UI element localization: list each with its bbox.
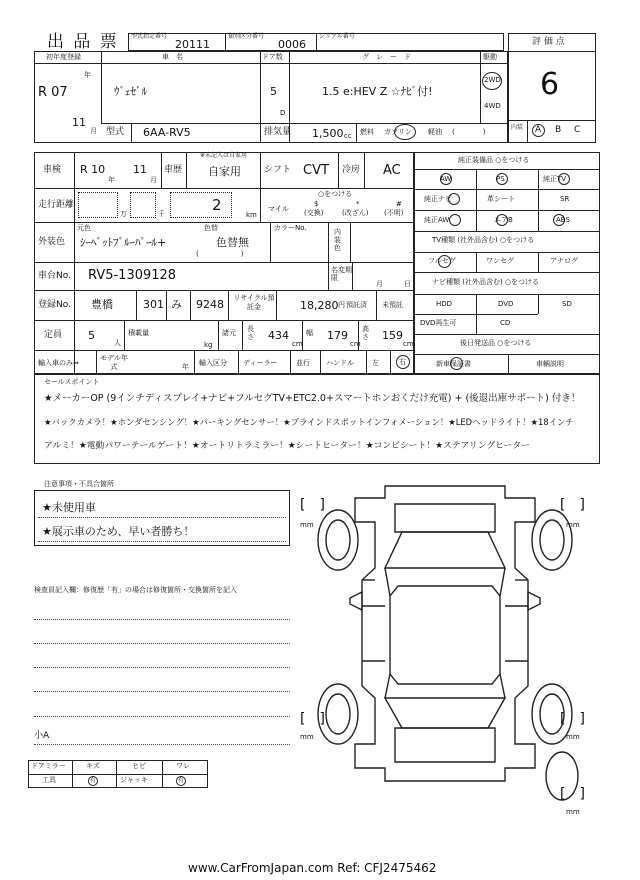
nav-dvd-play: DVD再生可 xyxy=(420,319,457,327)
model-year-label: モデル年式 xyxy=(100,354,128,371)
capacity-unit: 人 xyxy=(114,339,121,347)
fuel-diesel: 軽油 xyxy=(428,128,442,136)
tire-spare-mm: mm xyxy=(566,808,580,816)
interior-b: B xyxy=(555,125,562,135)
insp-year-unit: 年 xyxy=(108,176,115,184)
color-change: 色替無 xyxy=(216,236,249,249)
width-label: 幅 xyxy=(306,329,313,337)
fuel-gasoline: ガソリン xyxy=(384,128,412,136)
import-parallel: 並行 xyxy=(296,359,310,367)
equipment-title: 純正装備品 ○をつける xyxy=(458,156,530,164)
recycle-unit: 円 xyxy=(338,301,345,309)
spec-label: 諸元 xyxy=(222,329,236,337)
month-unit: 月 xyxy=(90,127,97,135)
first-reg-era: R 07 xyxy=(38,85,68,100)
mileage-swap: $ xyxy=(314,200,319,208)
recycle-label: リサイクル預託金 xyxy=(233,294,275,311)
interior-label: 内装 xyxy=(511,124,524,131)
model-year-unit: 年 xyxy=(182,363,189,371)
chassis-label: 車台No. xyxy=(38,271,71,281)
mileage-unknown-sub: (不明) xyxy=(384,209,404,217)
legend-jack: ジャッキ xyxy=(120,776,148,784)
mileage-value: 2 xyxy=(212,196,222,214)
equip-tv: 純正TV xyxy=(543,175,567,183)
class-no-label: 類別区分番号 xyxy=(228,33,265,40)
color-orig: ｼｰﾍﾞｯﾄﾌﾞﾙｰﾊﾟｰﾙ+ xyxy=(80,236,167,249)
mileage-tamper: * xyxy=(356,200,360,208)
later-warranty: 新車保証書 xyxy=(436,360,471,368)
reg-label: 登録No. xyxy=(38,300,71,310)
length-label: 長さ xyxy=(247,325,254,341)
tire-fr-bracket: [ ] xyxy=(560,497,585,513)
load-unit: kg xyxy=(204,341,213,349)
height-unit: cm xyxy=(403,340,414,348)
width-unit: cm xyxy=(350,340,361,348)
reg-kana: み xyxy=(171,298,182,311)
legend-crack: ヒビ xyxy=(132,762,146,770)
color-change-label: 色替 xyxy=(204,224,218,232)
mileage-label: 走行距離 xyxy=(38,200,75,210)
drive-2wd: 2WD xyxy=(484,76,501,84)
first-reg-month: 11 xyxy=(72,116,86,129)
doors-label: ドア数 xyxy=(262,53,283,61)
class-no: 0006 xyxy=(278,38,306,51)
notes-label: 注意事項・不具合箇所 xyxy=(44,480,114,488)
handle-right: 右 xyxy=(399,358,406,366)
mileage-box-3 xyxy=(170,192,232,218)
reg-class: 301 xyxy=(143,298,164,311)
grade-label: グ レ ー ド xyxy=(362,53,411,61)
inspector-initial: 小A xyxy=(34,731,50,741)
tire-fl-mm: mm xyxy=(300,521,314,529)
type-no: 20111 xyxy=(175,38,210,51)
footer-reference: www.CarFromJapan.com Ref: CFJ2475462 xyxy=(188,861,437,875)
chassis-value: RV5-1309128 xyxy=(88,268,177,283)
legend-jack-yes: 有 xyxy=(178,777,185,784)
tire-fl-bracket: [ ] xyxy=(300,497,325,513)
drive-4wd: 4WD xyxy=(484,102,501,110)
mileage-unknown: # xyxy=(396,200,402,208)
first-reg-label: 初年度登録 xyxy=(46,53,81,61)
score-label: 評 価 点 xyxy=(532,37,565,47)
legend-break: ワレ xyxy=(176,762,190,770)
nav-cd: CD xyxy=(500,319,511,327)
nav-dvd: DVD xyxy=(498,300,514,308)
mileage-swap-sub: (交換) xyxy=(304,209,324,217)
mileage-mile: マイル xyxy=(268,205,289,213)
legend-tools: 工具 xyxy=(42,776,56,784)
note-line-2: ★展示車のため、早い者勝ち！ xyxy=(42,525,195,538)
sales-line-3: アルミ！★電動パワーテールゲート！★オートリトラミラー！★シートヒーター！★コンビシート！★ステアリングヒーター xyxy=(44,441,530,451)
tv-oneseg: ワンセグ xyxy=(486,257,514,265)
car-name-label: 車 名 xyxy=(162,53,183,61)
recycle-value: 18,280 xyxy=(300,299,339,312)
width-value: 179 xyxy=(327,329,348,342)
tire-rl-mm: mm xyxy=(300,733,314,741)
usage-label: 車歴 xyxy=(164,165,183,175)
height-value: 159 xyxy=(382,329,403,342)
sales-label: セールスポイント xyxy=(44,378,100,386)
fuel-label: 燃料 xyxy=(360,128,374,136)
mileage-note: ○をつける xyxy=(318,190,353,198)
interior-c: C xyxy=(574,125,581,135)
legend-scratch: キズ xyxy=(86,762,100,770)
equip-abs: ABS xyxy=(556,216,570,224)
height-label: 高さ xyxy=(362,325,369,341)
year-unit: 年 xyxy=(84,71,91,79)
tv-fullseg: フルセグ xyxy=(428,257,456,265)
drive-label: 駆動 xyxy=(483,53,497,61)
insp-month-unit: 月 xyxy=(150,176,157,184)
import-category-label: 輸入区分 xyxy=(199,359,227,367)
length-value: 434 xyxy=(268,329,289,342)
equip-aw: AW xyxy=(440,175,452,183)
capacity-label: 定員 xyxy=(44,330,63,340)
equip-airbag: エアB xyxy=(494,216,513,224)
equip-nav: 純正ナビ xyxy=(424,195,452,203)
tire-rr-bracket: [ ] xyxy=(560,711,585,727)
car-diagram xyxy=(290,476,600,816)
color-label: 外装色 xyxy=(38,237,66,247)
tire-fr-mm: mm xyxy=(566,521,580,529)
nav-title: ナビ種類 (社外品含む) ○をつける xyxy=(432,278,540,286)
tv-title: TV種類 (社外品含む) ○をつける xyxy=(432,236,535,244)
later-manual: 車輌説明 xyxy=(536,360,564,368)
inspection-label: 車検 xyxy=(43,165,62,175)
mileage-unit: km xyxy=(246,211,257,219)
equip-ps: PS xyxy=(496,175,505,183)
reg-place: 豊橋 xyxy=(91,298,113,311)
shift-value: CVT xyxy=(303,163,329,178)
fuel-paren: ( ) xyxy=(452,128,486,136)
legend-tools-yes: 有 xyxy=(90,777,97,784)
handle-left: 左 xyxy=(372,359,379,367)
chassis-day: 日 xyxy=(404,280,411,288)
doors-value: 5 xyxy=(270,85,277,98)
mileage-man: 万 xyxy=(120,210,127,218)
ac-value: AC xyxy=(383,163,401,178)
sales-line-2: ★バックカメラ！★ホンダセンシング！★パーキングセンサー！★ブラインドスポットインフォメーション！★LEDヘッドライト！★18インチ xyxy=(44,417,574,427)
load-label: 積載量 xyxy=(128,329,149,337)
model-value: 6AA-RV5 xyxy=(143,126,191,139)
type-no-label: 型式指定番号 xyxy=(131,33,168,40)
length-unit: cm xyxy=(292,340,303,348)
legend-mirror: ドアミラー xyxy=(31,762,66,770)
cc-value: 1,500 xyxy=(312,127,344,140)
reg-number: 9248 xyxy=(196,298,224,311)
doors-sub: D xyxy=(280,109,286,117)
inspection-era: R 10 xyxy=(80,163,106,176)
mileage-sen: 千 xyxy=(158,210,165,218)
grade-value: 1.5 e:HEV Z ☆ﾅﾋﾞ付! xyxy=(322,85,433,98)
mileage-box-2 xyxy=(130,192,156,218)
equip-sr: SR xyxy=(560,195,570,203)
usage-note: ※未記入は自家用 xyxy=(200,152,248,159)
equip-genuine-aw: 純正AW xyxy=(424,216,450,224)
shift-label: シフト xyxy=(264,165,292,175)
model-label: 型式 xyxy=(106,127,125,137)
mileage-tamper-sub: (改ざん) xyxy=(342,209,369,217)
ac-label: 冷房 xyxy=(342,165,361,175)
cc-label: 排気量 xyxy=(264,127,292,137)
usage-value: 自家用 xyxy=(208,165,241,178)
nav-hdd: HDD xyxy=(436,300,453,308)
note-line-1: ★未使用車 xyxy=(42,501,96,514)
color-orig-label: 元色 xyxy=(77,224,91,232)
inspector-note: 検査員記入欄：修復歴「有」の場合は修復箇所・交換箇所を記入 xyxy=(34,586,237,594)
tire-rr-mm: mm xyxy=(566,733,580,741)
import-dealer: ディーラー xyxy=(243,359,278,367)
interior-a: A xyxy=(535,125,542,135)
recycle-undeposited: 未預託 xyxy=(382,301,403,309)
cc-unit: cc xyxy=(344,132,352,140)
sales-line-1: ★メーカーOP (9インチディスプレイ+ナビ+フルセグTV+ETC2.0+スマートホンおくだけ充電) + (後退出庫サポート) 付き！ xyxy=(44,393,581,404)
score-value: 6 xyxy=(540,67,560,102)
nav-sd: SD xyxy=(562,300,572,308)
color-paren: ( ) xyxy=(196,250,244,258)
chassis-month: 月 xyxy=(376,280,383,288)
later-title: 後日発送品 ○をつける xyxy=(460,339,532,347)
capacity-value: 5 xyxy=(88,329,95,342)
equip-leather: 革シート xyxy=(487,195,515,203)
form-title: 出 品 票 xyxy=(47,32,119,52)
mileage-box-1 xyxy=(78,192,118,218)
tv-analog: アナログ xyxy=(550,257,578,265)
handle-label: ハンドル xyxy=(326,359,354,367)
tire-spare-bracket: [ ] xyxy=(560,786,585,802)
serial-label: シリアル番号 xyxy=(319,33,355,40)
name-change-label: 名変期限 xyxy=(331,266,352,282)
recycle-deposited: 預託済 xyxy=(346,301,367,309)
car-name: ｳﾞｪｾﾞﾙ xyxy=(114,85,147,98)
interior-color-label: 内装色 xyxy=(334,228,341,252)
tire-rl-bracket: [ ] xyxy=(300,711,325,727)
inspection-month: 11 xyxy=(133,163,147,176)
color-no-label: カラーNo. xyxy=(274,224,307,232)
import-label: 輸入車のみ⇒ xyxy=(38,359,79,367)
